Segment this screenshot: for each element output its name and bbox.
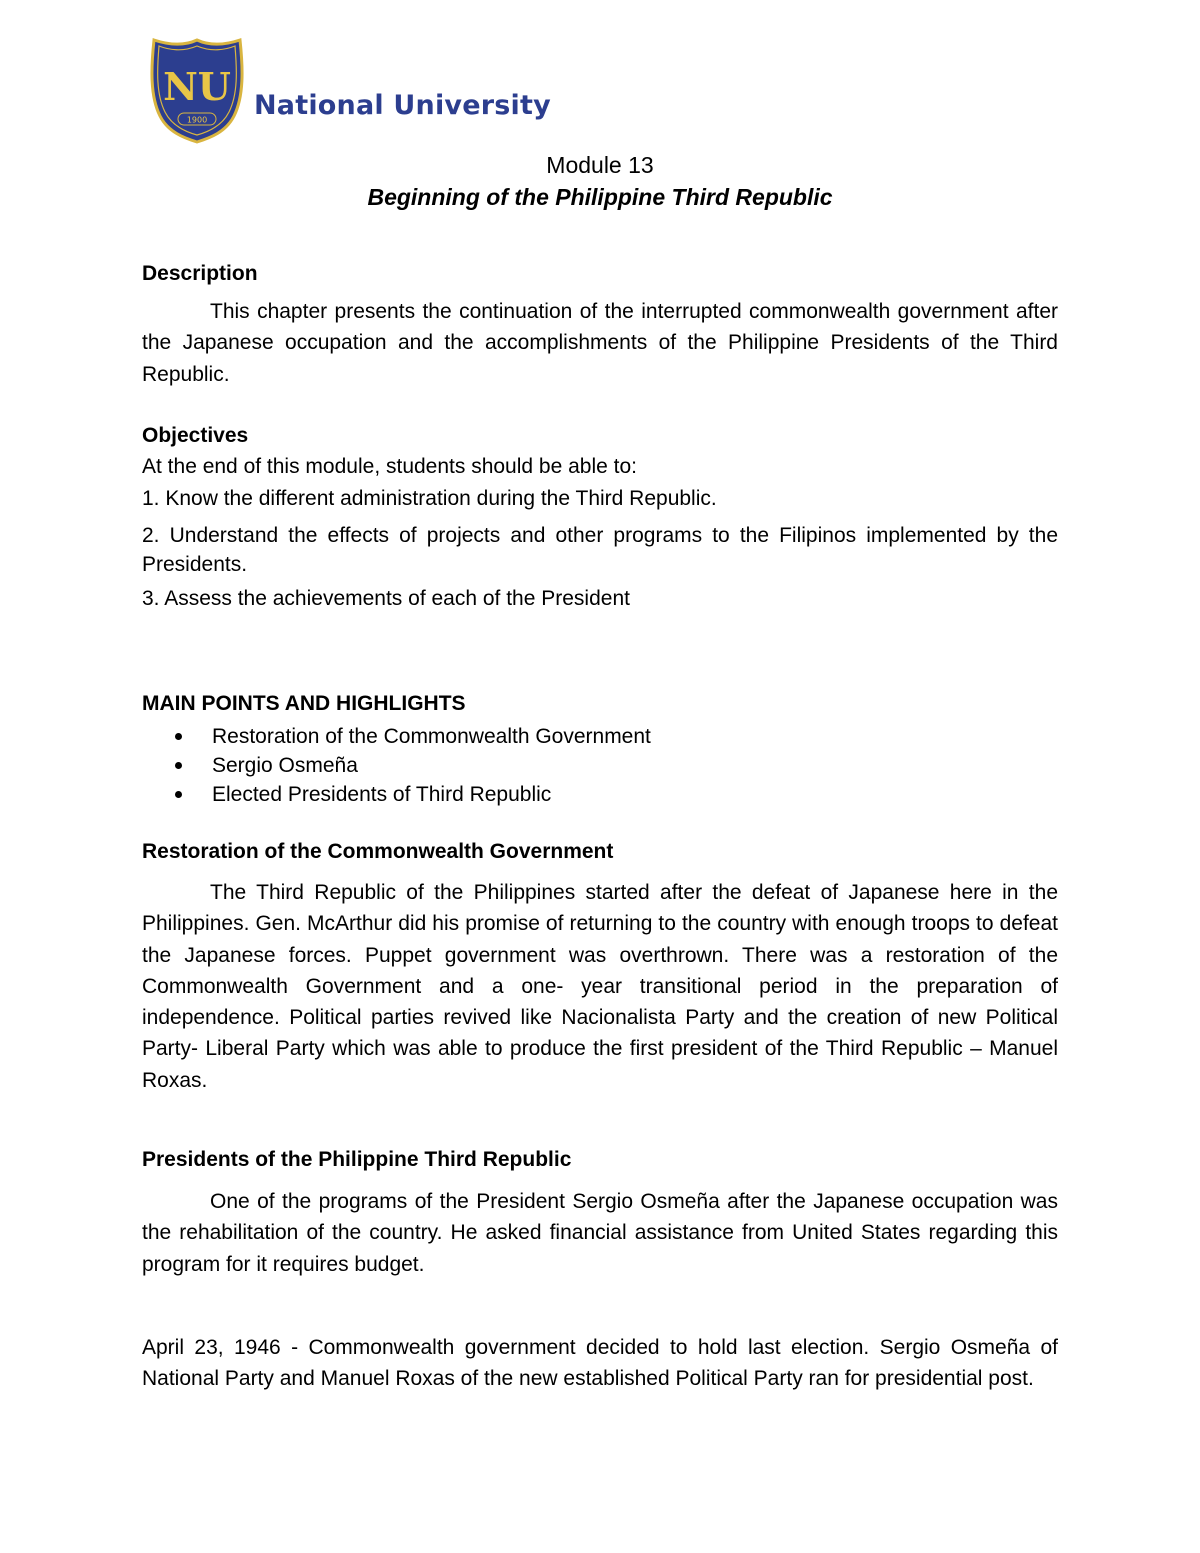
- university-name: National University: [254, 90, 551, 121]
- bullet-icon: [175, 762, 182, 769]
- module-number: Module 13: [546, 152, 654, 178]
- bullet-icon: [175, 791, 182, 798]
- presidents-text: One of the programs of the President Sergio Osmeña after the Japanese occupation was the rehabilitation of the country. He asked financial assistance from United States regarding this program for it requires budget.: [142, 1190, 1058, 1276]
- objectives-intro: At the end of this module, students should be able to:: [142, 455, 637, 478]
- description-heading: Description: [142, 262, 258, 285]
- main-points-heading: MAIN POINTS AND HIGHLIGHTS: [142, 692, 466, 715]
- university-logo: [150, 38, 244, 144]
- description-text: This chapter presents the continuation of the interrupted commonwealth government after the Japanese occupation and the accomplishments of the Philippine Presidents of the Third Republic.: [142, 300, 1058, 386]
- restoration-text: The Third Republic of the Philippines started after the defeat of Japanese here in the Philippines. Gen. McArthur did his promise of returning to the country with enough troops to defeat the Japanese forces. Puppet government was overthrown. There was a restoration of the Commonwealth Government and a one- year transitional period in the preparation of independence. Political parties revived like Nacionalista Party and the creation of new Political Party- Liberal Party which was able to produce the first president of the Third Republic – Manuel Roxas.: [142, 881, 1058, 1092]
- bullet-icon: [175, 733, 182, 740]
- presidents-heading: Presidents of the Philippine Third Republic: [142, 1148, 572, 1171]
- list-item: [142, 751, 651, 780]
- list-item: [142, 722, 651, 751]
- restoration-heading: Restoration of the Commonwealth Government: [142, 840, 614, 863]
- page-title: Beginning of the Philippine Third Republic: [367, 184, 833, 210]
- university-header: [150, 38, 551, 148]
- main-points-list: [142, 722, 651, 809]
- objective-item: 3. Assess the achievements of each of the President: [142, 587, 630, 610]
- objectives-heading: Objectives: [142, 424, 249, 447]
- logo-year: 1900: [186, 115, 208, 125]
- election-text: April 23, 1946 - Commonwealth government decided to hold last election. Sergio Osmeña of National Party and Manuel Roxas of the new established Political Party ran for presidential post.: [142, 1336, 1058, 1391]
- list-item-label: Restoration of the Commonwealth Government: [212, 725, 651, 748]
- list-item: [142, 780, 651, 809]
- objective-item: 2. Understand the effects of projects and other programs to the Filipinos implemented by the Presidents.: [142, 524, 1058, 576]
- logo-letters: NU: [163, 64, 231, 109]
- list-item-label: Elected Presidents of Third Republic: [212, 783, 552, 806]
- list-item-label: Sergio Osmeña: [212, 754, 358, 777]
- objective-item: 1. Know the different administration during the Third Republic.: [142, 487, 717, 510]
